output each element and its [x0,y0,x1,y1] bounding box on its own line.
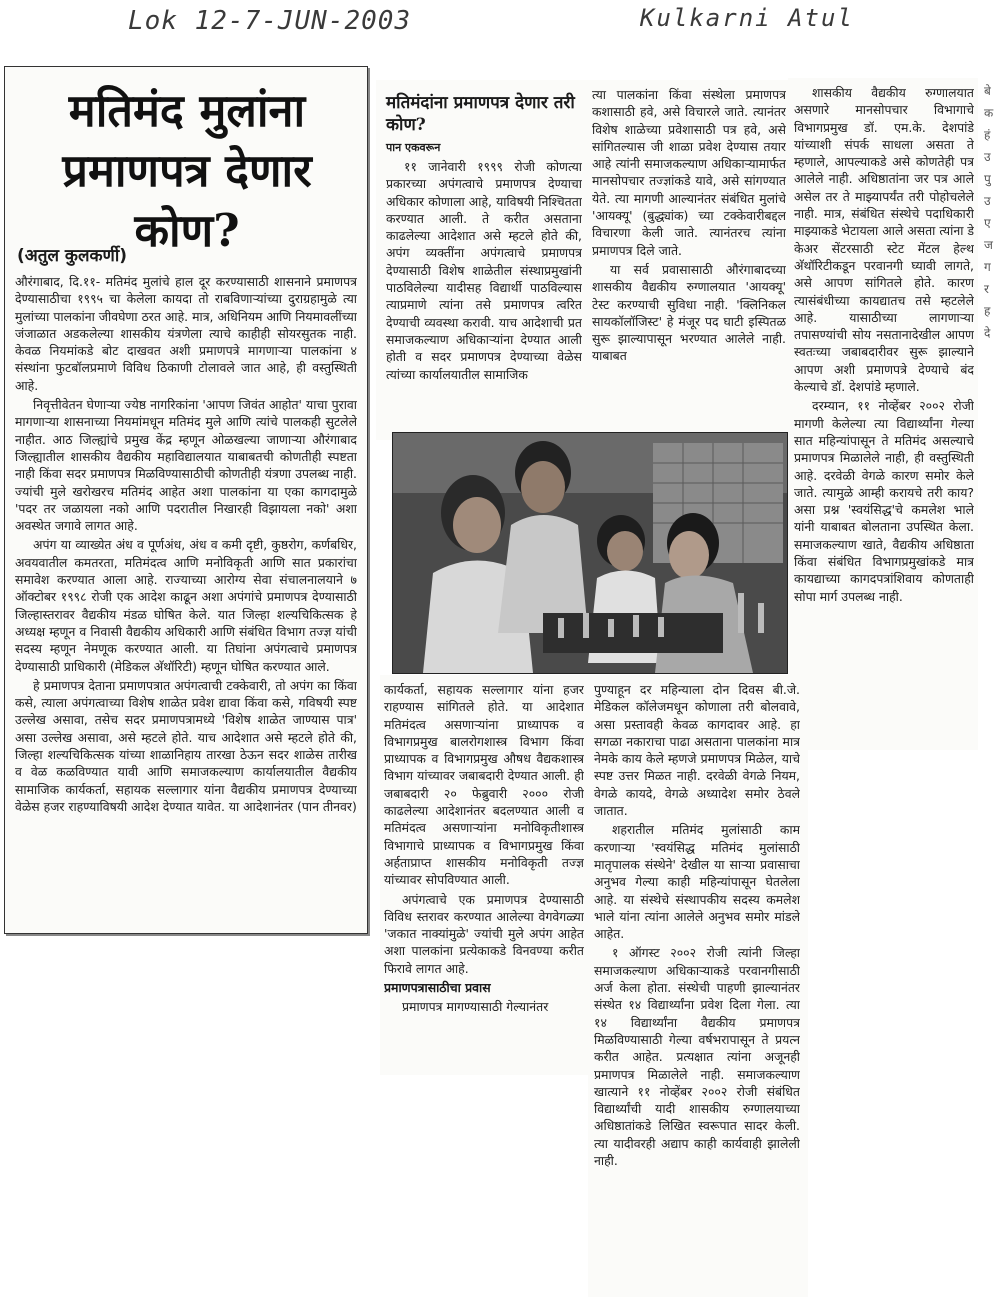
lower-middle-last-line: प्रमाणपत्र मागण्यासाठी गेल्यानंतर [402,999,549,1015]
edge-letter: र [984,282,989,296]
lower-right-paragraph: १ ऑगस्ट २००२ रोजी त्यांनी जिल्हा समाजकल्याण अधिकाऱ्याकडे परवानगीसाठी अर्ज केला होता. संस्थेची पाहणी झाल्यानंतर संस्थेत १४ विद्यार्थ्यांना प्रवेश दिला गेला. त्या १४ विद्यार्थ्यांना वैद्यकीय प्रमाणपत्र मिळविण्यासाठी गेल्या वर्षभरापासून ते प्रयत्न करीत आहेत. प्रत्यक्षात त्यांना अजूनही प्रमाणपत्र मिळालेले नाही. समाजकल्याण खात्याने ११ नोव्हेंबर २००२ रोजी संबंधित विद्यार्थ्यांची यादी शासकीय रुग्णालयाच्या अधिष्ठातांकडे लिखित स्वरूपात सादर केली. त्या यादीवरही अद्याप काही कार्यवाही झालेली नाही. [594,945,800,1169]
handwritten-date: Lok 12-7-JUN-2003 [128,6,412,36]
third-column-body [592,86,786,428]
lower-right-body [594,681,800,1293]
lower-right-paragraph: शहरातील मतिमंद मुलांसाठी काम करणाऱ्या 'स्वयंसिद्ध मतिमंद मुलांसाठी मातृपालक संस्थेने' देखील या साऱ्या प्रवासाचा अनुभव गेल्या काही महिन्यांपासून घेतलेला आहे. या संस्थेचे संस्थापकीय सदस्य कमलेश भाले यांना त्यांना आलेले अनुभव समोर मांडले आहेत. [594,822,800,942]
edge-letter: ए [984,216,991,230]
main-paragraph: हे प्रमाणपत्र देताना प्रमाणपत्रात अपंगत्वाची टक्केवारी, तो अपंग का किंवा कसे, त्याला अपंगत्वाच्या विशेष शाळेत प्रवेश द्यावा किंवा कसे, गविषयी स्पष्ट उल्लेख असावा, तसेच सदर प्रमाणपत्रामध्ये 'विशेष शाळेत जाण्यास पात्र' असा उल्लेख असावा, असे म्हटले होते. याच आदेशात असे म्हटले होते की, जिल्हा शल्यचिकित्सक यांच्या शाळानिहाय तारखा ठेऊन सदर शाळेस तारीख व वेळ कळविण्यात यावी आणि समाजकल्याण कार्यालयातील वैद्यकीय सामाजिक कार्यकर्ता, सहायक सल्लागार यांना वैद्यकीय प्रमाणपत्र देण्याच्या वेळेस हजर राहण्याविषयी आदेश देण्यात यावेत. या आदेशानंतर (पान तीनवर) [15,677,357,814]
main-headline [19,81,355,261]
main-paragraph: अपंग या व्याख्येत अंध व पूर्णअंध, अंध व कमी दृष्टी, कुष्ठरोग, कर्णबधिर, अवयवातील कमतरता, मतिमंदत्व आणि मनोविकृती आणि सात प्रकारांचा समावेश करण्यात आला आहे. राज्याच्या आरोग्य सेवा संचालनालयाने ७ ऑक्टोबर १९९८ रोजी एक आदेश काढून अशा अपंगांचे प्रमाणपत्र देण्यासाठी जिल्हास्तरावर वैद्यकीय मंडळ घोषित केले. यात जिल्हा शल्यचिकित्सक हे अध्यक्ष म्हणून व निवासी वैद्यकीय अधिकारी आणि संबंधित विभाग तज्ज्ञ यांची सदस्य म्हणून नेमणूक करण्यात आली. या तिघांना अपंगत्वाचे प्रमाणपत्र देण्यासाठी प्राधिकारी (मेडिकल अ‍ॅथॉरिटी) म्हणून घोषित करण्यात आले. [15,537,357,674]
main-paragraph: निवृत्तीवेतन घेणाऱ्या ज्येष्ठ नागरिकांना 'आपण जिवंत आहोत' याचा पुरावा मागणाऱ्या शासनाच्या नियमांमधून मतिमंद मुले आणि त्यांचे पालकही सुटलेले नाहीत. आठ जिल्ह्यांचे प्रमुख केंद्र म्हणून ओळखल्या जाणाऱ्या औरंगाबाद जिल्ह्यातील शासकीय वैद्यकीय महाविद्यालयात याबाबतची कोणतीही स्पष्टता नाही किंवा सदर प्रमाणपत्र मिळविण्यासाठीची कोणतीही यंत्रणा उपलब्ध नाही. ज्यांची मुले खरोखरच मतिमंद आहेत अशा पालकांना या एका कागदामुळे 'पदर तर जळायला नको आणि पदरातील निखारही विझायला नको' अशा अवस्थेत जगावे लागत आहे. [15,397,357,534]
edge-letter: उ [984,150,991,164]
edge-cutoff-letters [984,80,1000,344]
third-column-clipping [588,80,788,432]
main-headline-line1: मतिमंद मुलांना [68,84,306,137]
third-paragraph: त्या पालकांना किंवा संस्थेला प्रमाणपत्र कशासाठी हवे, असे विचारले जाते. त्यानंतर विशेष शाळेच्या प्रवेशासाठी पत्र हवे, असे सांगितल्यास जी शाळा प्रवेश देण्यास तयार आहे त्यांनी समाजकल्याण अधिकाऱ्यामार्फत मानसोपचार तज्ज्ञांकडे यावे, असे सांगण्यात येते. त्या मागणी आल्यानंतर संबंधित मुलांचे 'आयक्यू' (बुद्ध्यांक) च्या टक्केवारीबद्दल विचारणा केली जाते. त्यानंतरच त्यांना प्रमाणपत्र दिले जाते. [592,87,786,258]
main-paragraph: औरंगाबाद, दि.११- मतिमंद मुलांचे हाल दूर करण्यासाठी शासनाने प्रमाणपत्र देण्यासाठीचा १९९५ चा केलेला कायदा तो राबविणाऱ्यांच्या दुराग्रहामुळे त्या मुलांच्या पालकांना जीवघेणा ठरत आहे. मात्र, अधिनियम आणि नियमावलींच्या जंजाळात अडकलेल्या शासकीय यंत्रणेला त्याचे काहीही सोयरसुतक नाही. केवळ नियमांकडे बोट दाखवत अशी प्रमाणपत्रे मागणाऱ्या पालकांना ४ संस्थांना फुटबॉलप्रमाणे विविध ठिकाणी टोलावले जात आहे, ही वस्तुस्थिती आहे. [15,274,357,393]
lower-middle-body [384,681,584,1071]
continuation-headline: मतिमंदांना प्रमाणपत्र देणार तरी कोण? [386,93,575,135]
handwritten-name: Kulkarni Atul [640,4,854,32]
edge-letter: हं [984,128,991,142]
edge-letter: दे [984,326,991,340]
lower-right-paragraph: पुण्याहून दर महिन्याला दोन दिवस बी.जे. मेडिकल कॉलेजमधून कोणाला तरी बोलवावे, असा प्रस्तावही केवळ कागदावर आहे. हा सगळा नकाराचा पाढा असताना पालकांना मात्र नेमके काय केले म्हणजे प्रमाणपत्र मिळेल, याचे स्पष्ट उत्तर मिळत नाही. दरवेळी वेगळे नियम, वेगळे कायदे, वेगळे अध्यादेश समोर ठेवले जातात. [594,682,800,819]
fourth-column-body [794,84,974,744]
continuation-paragraph: ११ जानेवारी १९९९ रोजी कोणत्या प्रकारच्या अपंगत्वाचे प्रमाणपत्र देण्याचा अधिकार कोणाला आहे, याविषयी निश्चितता करण्यात आली. ते करीत असताना काढलेल्या आदेशात असे म्हटले होते की, अपंग व्यक्तींना अपंगत्वाचे प्रमाणपत्र देण्यासाठी विशेष शाळेतील संस्थाप्रमुखांनी पाठविलेल्या यादीसह विद्यार्थी पाठविल्यास त्याप्रमाणे त्यांना तसे प्रमाणपत्र त्वरित देण्याची व्यवस्था करावी. याच आदेशाची प्रत समाजकल्याण अधिकाऱ्यांना देण्यात आली होती व सदर प्रमाणपत्र देण्याच्या वेळेस त्यांच्या कार्यालयातील सामाजिक [386,159,582,382]
main-byline: (अतुल कुलकर्णी) [17,246,127,266]
main-headline-line2: प्रमाणपत्र देणार कोण? [62,144,312,257]
edge-letter: ज [984,238,993,252]
fourth-paragraph: शासकीय वैद्यकीय रुग्णालयात असणारे मानसोपचार विभागाचे विभागप्रमुख डॉ. एम.के. देशपांडे यांच्याशी संपर्क साधला असता ते म्हणाले, आपल्याकडे असे कोणतेही पत्र आलेले नाही. अधिष्ठातांना जर पत्र आले असेल तर ते माझ्यापर्यंत तरी पोहोचलेले नाही. मात्र, संबंधित संस्थेचे पदाधिकारी माझ्याकडे भेटायला आले असता त्यांना डे केअर सेंटरसाठी स्टेट मेंटल हेल्थ अ‍ॅथॉरिटीकडून परवानगी घ्यावी लागते, असे आपण सांगितले होते. कारण त्यासंबंधीच्या कायद्यातच तसे म्हटलेले आहे. यासाठीच्या लागणाऱ्या तपासण्यांची सोय नसतानादेखील आपण स्वतःच्या जबाबदारीवर सुरू झाल्याने आपण अशी प्रमाणपत्रे देण्याचे बंद केल्याचे डॉ. देशपांडे म्हणाले. [794,85,974,395]
lower-middle-paragraph: कार्यकर्ता, सहायक सल्लागार यांना हजर राहण्यास सांगितले होते. या आदेशात मतिमंदत्व असणाऱ्यांना प्राध्यापक व विभागप्रमुख बालरोगशास्त्र विभाग किंवा प्राध्यापक व विभागप्रमुख औषध वैद्यकशास्त्र विभाग यांच्यावर जबाबदारी देण्यात आली. ही जबाबदारी २० फेब्रुवारी २००० रोजी काढलेल्या आदेशानंतर बदलण्यात आली व मतिमंदत्व असणाऱ्यांना मनोविकृतीशास्त्र विभागाचे प्राध्यापक व विभागप्रमुख किंवा अर्हताप्राप्त शासकीय मनोविकृती तज्ज्ञ यांच्यावर सोपविण्यात आली. [384,682,584,888]
main-article-clipping [4,66,368,934]
photo-illustration [393,433,787,673]
continuation-body [386,158,582,436]
children-classroom-photo [392,432,788,674]
edge-letter: बे [984,84,991,98]
fourth-paragraph: दरम्यान, ११ नोव्हेंबर २००२ रोजी मागणी केलेल्या त्या विद्यार्थ्यांना गेल्या सात महिन्यांपासून ते मतिमंद असल्याचे प्रमाणपत्र मिळालेले नाही, ही वस्तुस्थिती आहे. दरवेळी वेगळे कारण समोर केले जाते. त्यामुळे आम्ही करायचे तरी काय? असा प्रश्न 'स्वयंसिद्ध'चे कमलेश भाले यांनी याबाबत बोलताना उपस्थित केला. समाजकल्याण खाते, वैद्यकीय अधिष्ठाता किंवा संबंधित विभागप्रमुखांकडे मात्र कायद्याच्या कागदपत्रांशिवाय कोणताही सोपा मार्ग उपलब्ध नाही. [794,398,974,604]
edge-letter: ह [984,304,991,318]
lower-middle-subhead: प्रमाणपत्रासाठीचा प्रवास [384,980,491,996]
continuation-credit: पान एकवरून [386,141,441,154]
main-article-body [15,273,357,927]
third-paragraph: या सर्व प्रवासासाठी औरंगाबादच्या शासकीय वैद्यकीय रुग्णालयात 'आयक्यू' टेस्ट करण्याची सुविधा नाही. 'क्लिनिकल सायकॉलॉजिस्ट' हे मंजूर पद घाटी इस्पितळ सुरू झाल्यापासून भरण्यात आलेले नाही. याबाबत [592,261,786,364]
fourth-column-clipping [788,78,978,750]
edge-letter: ग [984,260,991,274]
edge-letter: क [984,106,994,120]
lower-middle-clipping [380,675,588,1075]
continuation-article-top [376,80,588,440]
lower-middle-paragraph: अपंगत्वाचे एक प्रमाणपत्र देण्यासाठी विविध स्तरावर करण्यात आलेल्या वेगवेगळ्या 'जकात नाक्यांमुळे' ज्यांची मुले अपंग आहेत अशा पालकांना प्रत्येकाकडे विनवण्या करीत फिरावे लागत आहे. [384,891,584,976]
edge-letter: पु [984,172,991,186]
lower-right-clipping [588,675,808,1297]
edge-letter: उ [984,194,991,208]
